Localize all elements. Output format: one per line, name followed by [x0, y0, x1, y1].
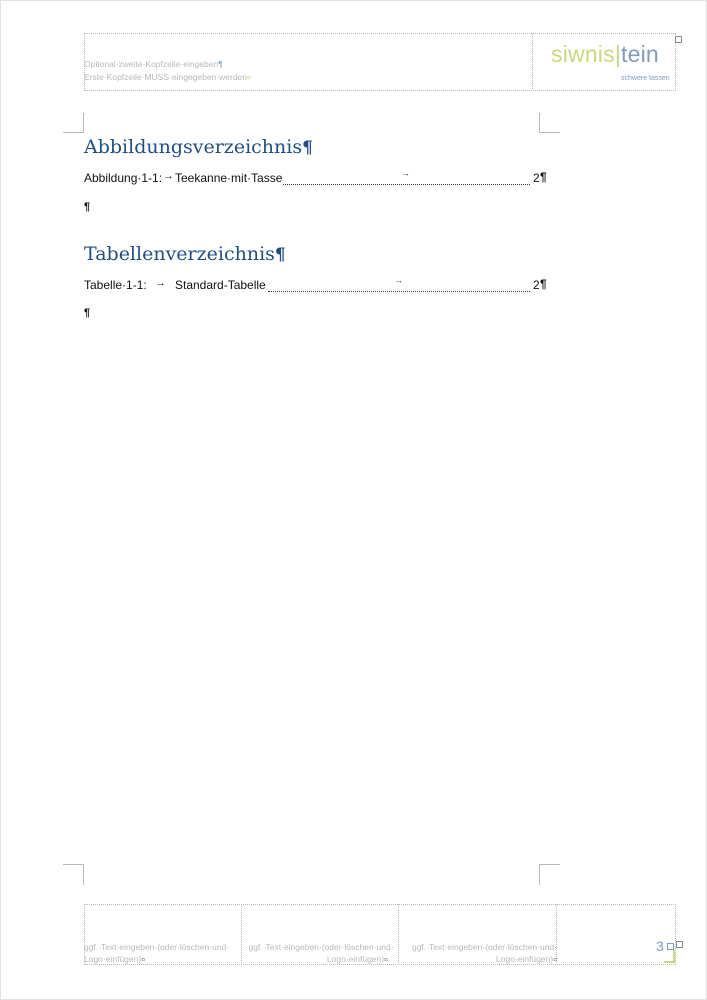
figure-entry-page: 2 — [533, 171, 540, 185]
tab-mark-icon: → — [394, 275, 403, 285]
tab-arrow-icon: → — [155, 277, 166, 289]
crop-mark-top-right — [539, 113, 560, 133]
footer-cell-2-text[interactable]: ggf.·Text·eingeben·(oder·löschen·und· Logo·einfügen)¤ — [248, 942, 394, 964]
crop-mark-bottom-right — [539, 864, 560, 885]
figures-heading[interactable]: Abbildungsverzeichnis¶ — [84, 136, 313, 158]
footer-cell-1-text[interactable]: ggf.·Text·eingeben·(oder·löschen·und· Logo·einfügen)¤ — [84, 942, 230, 964]
page-number: 3 — [656, 938, 664, 954]
header-line-secondary[interactable]: Optional·zweite·Kopfzeile·eingeben¶ — [84, 59, 223, 69]
tab-arrow-icon: → — [163, 170, 174, 182]
row-end-mark-icon — [675, 36, 682, 43]
row-end-mark-icon — [676, 941, 683, 948]
footer-cell-divider — [241, 904, 242, 963]
empty-paragraph[interactable]: ¶ — [84, 307, 91, 319]
pilcrow-mark: ¶ — [218, 59, 223, 69]
tab-mark-icon: → — [401, 168, 410, 178]
table-entry-page: 2 — [533, 278, 540, 292]
footer-cell-3-text[interactable]: ggf.·Text·eingeben·(oder·löschen·und· Logo·einfügen)¤ — [411, 942, 557, 964]
pilcrow-mark: ¶ — [540, 170, 547, 184]
footer-accent-corner — [664, 950, 675, 963]
tables-heading[interactable]: Tabellenverzeichnis¶ — [84, 243, 286, 265]
logo-tagline: schwere tassen — [621, 75, 670, 82]
empty-paragraph[interactable]: ¶ — [84, 201, 91, 213]
table-entry[interactable] — [84, 275, 547, 294]
footer-cell-divider — [398, 904, 399, 963]
figure-entry-label: Abbildung·1-1: — [84, 171, 163, 185]
pilcrow-mark: ¶ — [540, 277, 547, 291]
table-entry-title: Standard-Tabelle — [175, 278, 266, 292]
crop-mark-top-left — [63, 113, 84, 133]
cell-end-mark: ¤ — [247, 75, 251, 82]
cell-end-mark-icon — [667, 943, 674, 950]
figure-entry[interactable] — [84, 168, 547, 187]
table-entry-label: Tabelle·1-1: — [84, 278, 147, 292]
crop-mark-bottom-left — [63, 864, 84, 885]
figure-entry-title: Teekanne·mit·Tasse — [175, 171, 283, 185]
header-line-primary[interactable]: Erste·Kopfzeile·MUSS·eingegeben·werden¤ — [84, 72, 251, 82]
company-logo: siwnis|tein — [551, 41, 659, 67]
